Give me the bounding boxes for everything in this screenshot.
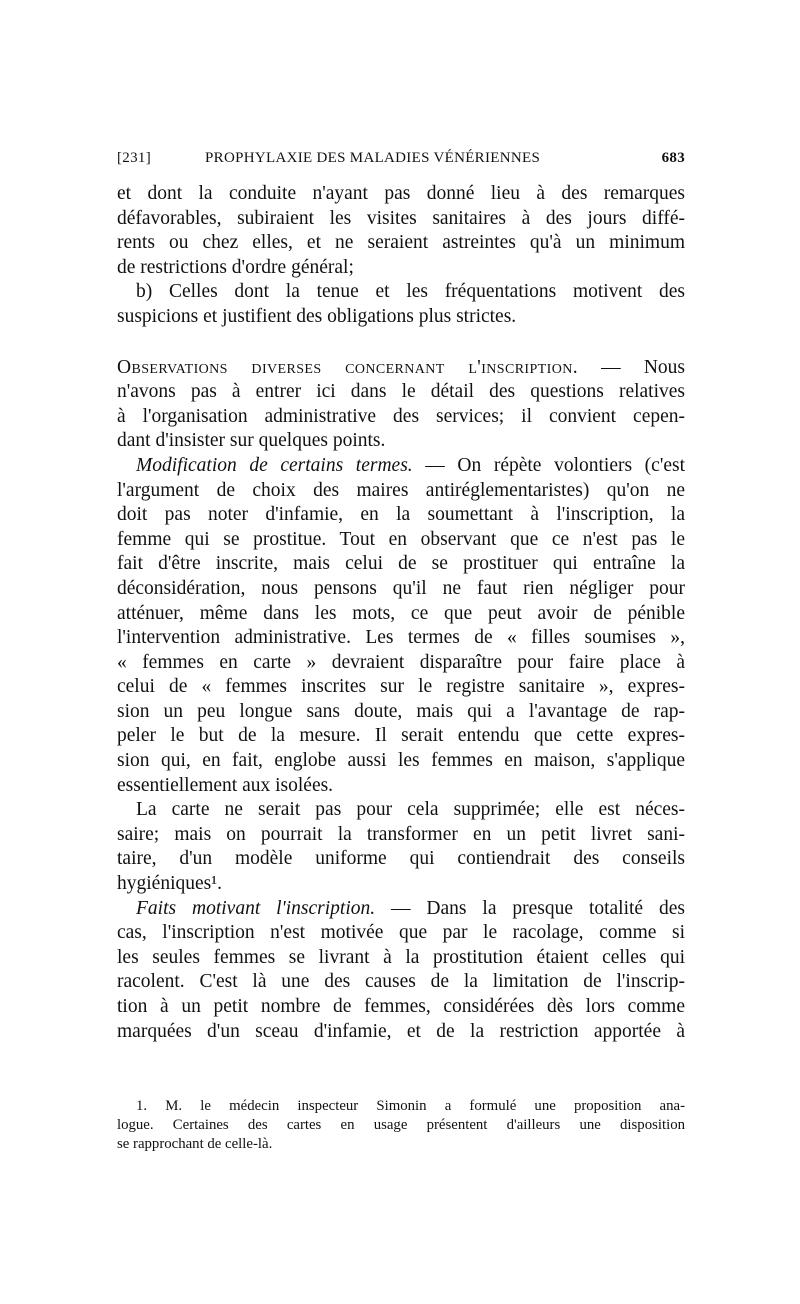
text-run: — Dans la presque totalité des xyxy=(375,897,685,919)
text-line: doit pas noter d'infamie, en la soumettant à l'inscription, la xyxy=(117,504,685,526)
paragraph-gap xyxy=(117,330,685,356)
text-line: femme qui se prostitue. Tout en observant que ce n'est pas le xyxy=(117,528,685,550)
body-text xyxy=(117,182,685,1044)
text-line: taire, d'un modèle uniforme qui contiendrait des conseils xyxy=(117,848,685,870)
footnote-line: logue. Certaines des cartes en usage présentent d'ailleurs une disposition xyxy=(117,1117,685,1133)
text-line: l'intervention administrative. Les termes de « filles soumises », xyxy=(117,627,685,649)
text-line: déconsidération, nous pensons qu'il ne faut rien négliger pour xyxy=(117,577,685,599)
page-number: 683 xyxy=(661,150,685,166)
text-line: racolent. C'est là une des causes de la limitation de l'inscrip- xyxy=(117,971,685,993)
text-line: La carte ne serait pas pour cela supprimée; elle est néces- xyxy=(136,799,685,821)
text-line xyxy=(117,454,685,479)
text-run: — Nous xyxy=(578,356,686,378)
text-line: l'argument de choix des maires antiréglementaristes) qu'on ne xyxy=(117,479,685,501)
footnote-line: 1. M. le médecin inspecteur Simonin a formulé une proposition ana- xyxy=(136,1098,685,1114)
text-line: tion à un petit nombre de femmes, considérées dès lors comme xyxy=(117,996,685,1017)
text-line: n'avons pas à entrer ici dans le détail des questions relatives xyxy=(117,381,685,403)
text-run: — On répète volontiers (c'est xyxy=(412,454,686,476)
text-line: les seules femmes se livrant à la prostitution étaient celles qui xyxy=(117,946,685,968)
text-line: marquées d'un sceau d'infamie, et de la restriction apportée à xyxy=(117,1020,685,1042)
text-line: rents ou chez elles, et ne seraient astreintes qu'à un minimum xyxy=(117,232,685,254)
page-header xyxy=(117,146,685,174)
subheading-faits-motivant: Faits motivant l'inscription. xyxy=(136,897,376,919)
text-line: défavorables, subiraient les visites sanitaires à des jours diffé- xyxy=(117,207,685,229)
text-line xyxy=(117,897,685,922)
text-line: fait d'être inscrite, mais celui de se prostituer qui entraîne la xyxy=(117,553,685,575)
text-line: saire; mais on pourrait la transformer en un petit livret sani- xyxy=(117,823,685,845)
text-line: de restrictions d'ordre général; xyxy=(117,256,354,278)
section-heading-observations: Observations diverses concernant l'inscription. xyxy=(117,356,578,378)
footnote xyxy=(117,1097,685,1154)
text-line: atténuer, même dans les mots, ce que peut avoir de pénible xyxy=(117,602,685,624)
text-line: suspicions et justifient des obligations plus strictes. xyxy=(117,305,517,327)
text-line xyxy=(117,280,685,305)
text-line: cas, l'inscription n'est motivée que par le racolage, comme si xyxy=(117,922,685,944)
subheading-modification: Modification de certains termes. xyxy=(136,454,413,476)
text-line: peler le but de la mesure. Il serait entendu que cette expres- xyxy=(117,725,685,747)
text-line: dant d'insister sur quelques points. xyxy=(117,430,386,452)
text-line: hygiéniques¹. xyxy=(117,873,222,895)
text-line: celui de « femmes inscrites sur le registre sanitaire », expres- xyxy=(117,676,685,698)
page-bracket-number: [231] xyxy=(117,150,151,166)
text-line: à l'organisation administrative des services; il convient cepen- xyxy=(117,405,685,427)
text-line: essentiellement aux isolées. xyxy=(117,774,334,796)
footnote-line: se rapprochant de celle-là. xyxy=(117,1136,273,1152)
text-line: « femmes en carte » devraient disparaître pour faire place à xyxy=(117,651,685,673)
text-line: sion qui, en fait, englobe aussi les femmes en maison, s'applique xyxy=(117,750,685,772)
text-line xyxy=(117,356,685,381)
running-title: PROPHYLAXIE DES MALADIES VÉNÉRIENNES xyxy=(205,150,541,166)
text-line: et dont la conduite n'ayant pas donné lieu à des remarques xyxy=(117,183,685,204)
list-item-b: b) Celles dont la tenue et les fréquentations motivent des xyxy=(136,281,685,303)
text-line: sion un peu longue sans doute, mais qui a l'avantage de rap- xyxy=(117,700,685,722)
